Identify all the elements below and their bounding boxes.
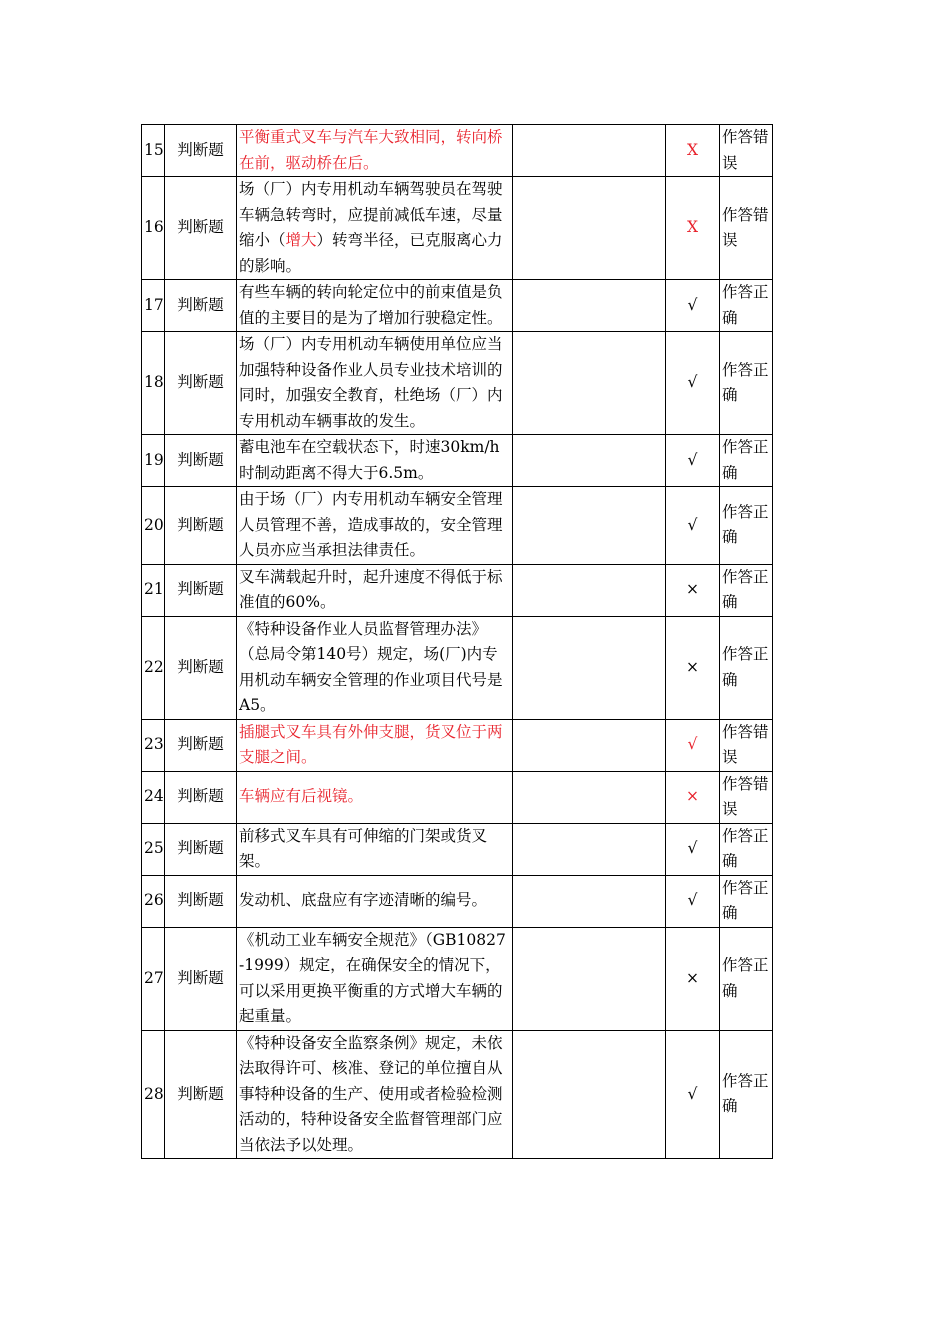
answer-mark: ×: [666, 616, 720, 719]
question-text-part: 前移式叉车具有可伸缩的门架或货叉架。: [239, 826, 488, 870]
question-text: [237, 125, 513, 177]
question-row: [142, 823, 773, 875]
result-label: 作答错误: [720, 125, 773, 177]
question-row: [142, 487, 773, 565]
blank-cell: [513, 487, 666, 565]
question-text-part: 车辆应有后视镜。: [239, 787, 364, 806]
blank-cell: [513, 616, 666, 719]
question-type: 判断题: [165, 927, 237, 1030]
question-text: [237, 564, 513, 616]
question-number: 18: [142, 332, 165, 435]
question-table: [141, 124, 773, 1159]
result-label: 作答错误: [720, 771, 773, 823]
question-type: 判断题: [165, 771, 237, 823]
answer-mark: √: [666, 332, 720, 435]
question-number: 25: [142, 823, 165, 875]
question-text: [237, 875, 513, 927]
answer-mark: ×: [666, 927, 720, 1030]
question-number: 28: [142, 1030, 165, 1159]
question-type: 判断题: [165, 823, 237, 875]
question-text: [237, 1030, 513, 1159]
result-label: 作答正确: [720, 875, 773, 927]
result-label: 作答错误: [720, 177, 773, 280]
result-label: 作答正确: [720, 564, 773, 616]
result-label: 作答正确: [720, 332, 773, 435]
blank-cell: [513, 177, 666, 280]
question-text: [237, 280, 513, 332]
answer-mark: X: [666, 125, 720, 177]
result-label: 作答错误: [720, 719, 773, 771]
question-number: 22: [142, 616, 165, 719]
question-text: [237, 435, 513, 487]
answer-mark: ×: [666, 771, 720, 823]
result-label: 作答正确: [720, 1030, 773, 1159]
question-number: 20: [142, 487, 165, 565]
question-text-part: 场（厂）内专用机动车辆驾驶员在驾驶车辆急转弯时，应提前减低车速，尽量缩小（: [239, 180, 503, 249]
blank-cell: [513, 564, 666, 616]
answer-mark: X: [666, 177, 720, 280]
question-text: [237, 771, 513, 823]
blank-cell: [513, 771, 666, 823]
question-row: [142, 435, 773, 487]
question-text-part: 有些车辆的转向轮定位中的前束值是负值的主要目的是为了增加行驶稳定性。: [239, 283, 503, 327]
question-row: [142, 332, 773, 435]
result-label: 作答正确: [720, 616, 773, 719]
question-text: [237, 823, 513, 875]
question-type: 判断题: [165, 280, 237, 332]
question-row: [142, 616, 773, 719]
question-number: 26: [142, 875, 165, 927]
blank-cell: [513, 823, 666, 875]
question-text-part: 蓄电池车在空载状态下，时速30km/h时制动距离不得大于6.5m。: [239, 438, 500, 482]
question-text-part: 平衡重式叉车与汽车大致相同，转向桥在前，驱动桥在后。: [239, 128, 503, 172]
question-text-part: 《特种设备安全监察条例》规定，未依法取得许可、核准、登记的单位擅自从事特种设备的生产、使用或者检验检测活动的，特种设备安全监督管理部门应当依法予以处理。: [239, 1033, 503, 1154]
answer-mark: √: [666, 823, 720, 875]
answer-mark: √: [666, 435, 720, 487]
question-number: 16: [142, 177, 165, 280]
blank-cell: [513, 332, 666, 435]
question-type: 判断题: [165, 487, 237, 565]
result-label: 作答正确: [720, 927, 773, 1030]
result-label: 作答正确: [720, 280, 773, 332]
answer-mark: √: [666, 280, 720, 332]
question-number: 23: [142, 719, 165, 771]
question-text: [237, 719, 513, 771]
question-type: 判断题: [165, 719, 237, 771]
result-label: 作答正确: [720, 487, 773, 565]
answer-mark: √: [666, 487, 720, 565]
question-number: 19: [142, 435, 165, 487]
question-row: [142, 927, 773, 1030]
question-type: 判断题: [165, 125, 237, 177]
question-text-part: 场（厂）内专用机动车辆使用单位应当加强特种设备作业人员专业技术培训的同时，加强安全教育，杜绝场（厂）内专用机动车辆事故的发生。: [239, 335, 503, 430]
question-text-part: 《特种设备作业人员监督管理办法》（总局令第140号）规定，场(厂)内专用机动车辆安全管理的作业项目代号是A5。: [239, 619, 503, 714]
question-row: [142, 719, 773, 771]
question-number: 24: [142, 771, 165, 823]
answer-mark: √: [666, 875, 720, 927]
question-row: [142, 564, 773, 616]
blank-cell: [513, 927, 666, 1030]
question-text-part: ）转弯半径，已克服离心力的影响。: [239, 231, 503, 275]
question-row: [142, 1030, 773, 1159]
question-text-part: 《机动工业车辆安全规范》（GB10827-1999）规定，在确保安全的情况下，可以采用更换平衡重的方式增大车辆的起重量。: [239, 930, 506, 1025]
question-row: [142, 177, 773, 280]
blank-cell: [513, 280, 666, 332]
result-label: 作答正确: [720, 823, 773, 875]
blank-cell: [513, 1030, 666, 1159]
question-text-part: 发动机、底盘应有字迹清晰的编号。: [239, 891, 488, 910]
question-type: 判断题: [165, 875, 237, 927]
answer-mark: √: [666, 719, 720, 771]
blank-cell: [513, 435, 666, 487]
question-text-part: 叉车满载起升时，起升速度不得低于标准值的60%。: [239, 567, 503, 611]
question-number: 17: [142, 280, 165, 332]
question-number: 27: [142, 927, 165, 1030]
question-type: 判断题: [165, 332, 237, 435]
question-type: 判断题: [165, 177, 237, 280]
question-text-part: 由于场（厂）内专用机动车辆安全管理人员管理不善，造成事故的，安全管理人员亦应当承担法律责任。: [239, 490, 503, 559]
question-row: [142, 875, 773, 927]
question-row: [142, 125, 773, 177]
question-text: [237, 616, 513, 719]
blank-cell: [513, 875, 666, 927]
question-text-highlight: 增大: [285, 231, 317, 249]
question-type: 判断题: [165, 1030, 237, 1159]
answer-mark: √: [666, 1030, 720, 1159]
question-row: [142, 280, 773, 332]
question-text: [237, 487, 513, 565]
question-text-part: 插腿式叉车具有外伸支腿，货叉位于两支腿之间。: [239, 722, 503, 766]
question-number: 15: [142, 125, 165, 177]
blank-cell: [513, 719, 666, 771]
answer-mark: ×: [666, 564, 720, 616]
question-text: [237, 332, 513, 435]
question-text: [237, 927, 513, 1030]
question-row: [142, 771, 773, 823]
question-type: 判断题: [165, 564, 237, 616]
result-label: 作答正确: [720, 435, 773, 487]
question-type: 判断题: [165, 616, 237, 719]
question-type: 判断题: [165, 435, 237, 487]
question-number: 21: [142, 564, 165, 616]
blank-cell: [513, 125, 666, 177]
question-text: [237, 177, 513, 280]
